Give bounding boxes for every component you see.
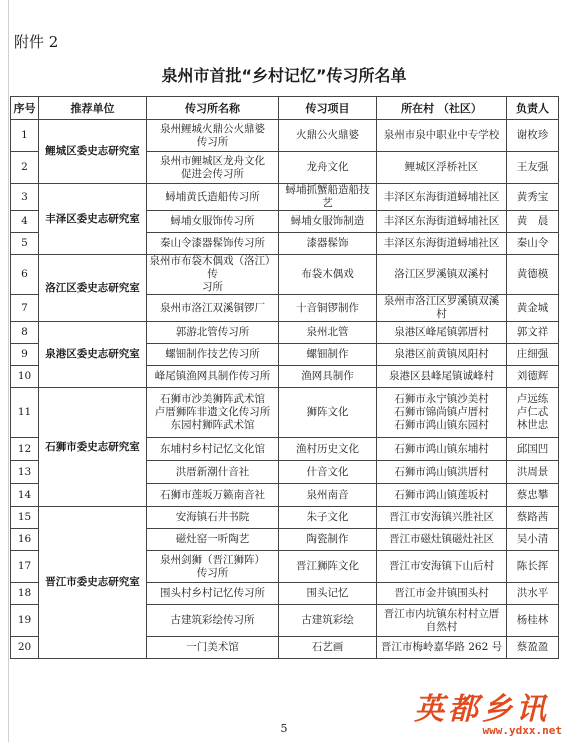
- cell-village: 泉港区峰尾镇郭厝村: [377, 322, 507, 344]
- header-head: 负责人: [507, 97, 559, 120]
- cell-village: 石狮市鸿山镇莲坂村: [377, 484, 507, 507]
- cell-no: 14: [11, 484, 39, 507]
- cell-name: 洪厝新潮什音社: [147, 461, 279, 484]
- cell-project: 漆器髹饰: [279, 233, 377, 255]
- cell-head: 卢远练 卢仁忒 林世忠: [507, 388, 559, 438]
- cell-name: 泉州市布袋木偶戏（洛江）传 习所: [147, 255, 279, 295]
- cell-unit: 泉港区委史志研究室: [39, 322, 147, 388]
- attachment-label: 附件 2: [14, 33, 59, 51]
- cell-head: 洪水平: [507, 583, 559, 605]
- watermark-url: www.ydxx.net: [482, 724, 562, 737]
- cell-name: 峰尾镇渔网具制作传习所: [147, 366, 279, 388]
- cell-name: 蟳埔黄氏造船传习所: [147, 184, 279, 211]
- cell-name: 石狮市莲坂万籁南音社: [147, 484, 279, 507]
- cell-village: 晋江市内坑镇东村村立厝 自然村: [377, 605, 507, 637]
- cell-project: 泉州南音: [279, 484, 377, 507]
- cell-head: 刘德辉: [507, 366, 559, 388]
- page-number: 5: [280, 722, 288, 735]
- cell-village: 晋江市磁灶镇磁灶社区: [377, 529, 507, 551]
- cell-head: 吴小清: [507, 529, 559, 551]
- table-row: [11, 322, 559, 344]
- cell-head: 谢枚珍: [507, 120, 559, 152]
- cell-project: 十音铜锣制作: [279, 295, 377, 322]
- cell-no: 7: [11, 295, 39, 322]
- cell-project: 火鼎公火鼎婆: [279, 120, 377, 152]
- cell-project: 龙舟文化: [279, 152, 377, 184]
- cell-name: 泉州市鲤城区龙舟文化 促进会传习所: [147, 152, 279, 184]
- header-no: 序号: [11, 97, 39, 120]
- cell-no: 12: [11, 438, 39, 461]
- cell-name: 郭游北管传习所: [147, 322, 279, 344]
- cell-village: 晋江市金井镇围头村: [377, 583, 507, 605]
- cell-village: 鲤城区浮桥社区: [377, 152, 507, 184]
- cell-name: 泉州剑狮（晋江狮阵） 传习所: [147, 551, 279, 583]
- cell-project: 围头记忆: [279, 583, 377, 605]
- cell-village: 晋江市安海镇下山后村: [377, 551, 507, 583]
- cell-project: 螺钿制作: [279, 344, 377, 366]
- cell-no: 2: [11, 152, 39, 184]
- cell-head: 蔡路茜: [507, 507, 559, 529]
- cell-head: 庄细强: [507, 344, 559, 366]
- cell-project: 渔村历史文化: [279, 438, 377, 461]
- cell-head: 陈长挥: [507, 551, 559, 583]
- cell-head: 黄德模: [507, 255, 559, 295]
- cell-no: 13: [11, 461, 39, 484]
- document-title: 泉州市首批“乡村记忆”传习所名单: [161, 66, 407, 85]
- cell-village: 泉州市洛江区罗溪镇双溪村: [377, 295, 507, 322]
- cell-no: 4: [11, 211, 39, 233]
- cell-unit: 鲤城区委史志研究室: [39, 120, 147, 184]
- cell-village: 丰泽区东海街道蟳埔社区: [377, 233, 507, 255]
- header-village: 所在村 （社区）: [377, 97, 507, 120]
- cell-no: 16: [11, 529, 39, 551]
- cell-project: 晋江狮阵文化: [279, 551, 377, 583]
- cell-village: 石狮市鸿山镇东埔村: [377, 438, 507, 461]
- table-row: [11, 120, 559, 152]
- cell-village: 石狮市永宁镇沙美村 石狮市锦尚镇卢厝村 石狮市鸿山镇东园村: [377, 388, 507, 438]
- cell-head: 蔡忠攀: [507, 484, 559, 507]
- cell-village: 泉港区县峰尾镇诚峰村: [377, 366, 507, 388]
- header-project: 传习项目: [279, 97, 377, 120]
- cell-name: 安海镇石井书院: [147, 507, 279, 529]
- cell-project: 蟳埔女服饰制造: [279, 211, 377, 233]
- cell-village: 晋江市安海镇兴胜社区: [377, 507, 507, 529]
- cell-name: 蟳埔女服饰传习所: [147, 211, 279, 233]
- cell-no: 17: [11, 551, 39, 583]
- cell-name: 石狮市沙美狮阵武术馆 卢厝狮阵非遗文化传习所 东园村狮阵武术馆: [147, 388, 279, 438]
- table-body: [11, 120, 559, 659]
- cell-village: 泉港区前黄镇凤阳村: [377, 344, 507, 366]
- cell-project: 古建筑彩绘: [279, 605, 377, 637]
- cell-no: 15: [11, 507, 39, 529]
- table-row: [11, 184, 559, 211]
- cell-no: 11: [11, 388, 39, 438]
- watermark-logo: 英都乡讯: [414, 692, 550, 727]
- cell-head: 黄秀宝: [507, 184, 559, 211]
- cell-unit: 丰泽区委史志研究室: [39, 184, 147, 255]
- cell-no: 10: [11, 366, 39, 388]
- cell-village: 洛江区罗溪镇双溪村: [377, 255, 507, 295]
- cell-head: 黄金城: [507, 295, 559, 322]
- cell-village: 丰泽区东海街道蟳埔社区: [377, 184, 507, 211]
- table-row: [11, 507, 559, 529]
- cell-head: 洪周景: [507, 461, 559, 484]
- cell-no: 6: [11, 255, 39, 295]
- cell-name: 围头村乡村记忆传习所: [147, 583, 279, 605]
- cell-village: 丰泽区东海街道蟳埔社区: [377, 211, 507, 233]
- cell-name: 泉州市洛江双溪铜锣厂: [147, 295, 279, 322]
- cell-project: 石艺画: [279, 637, 377, 659]
- table-header-row: [11, 97, 559, 120]
- cell-no: 19: [11, 605, 39, 637]
- cell-no: 8: [11, 322, 39, 344]
- cell-name: 螺钿制作技艺传习所: [147, 344, 279, 366]
- cell-head: 郭文祥: [507, 322, 559, 344]
- cell-head: 黄 晨: [507, 211, 559, 233]
- cell-head: 秦山令: [507, 233, 559, 255]
- cell-no: 18: [11, 583, 39, 605]
- table-row: [11, 255, 559, 295]
- cell-project: 蟳埔抓蟹船造船技艺: [279, 184, 377, 211]
- cell-village: 泉州市泉中职业中专学校: [377, 120, 507, 152]
- cell-no: 20: [11, 637, 39, 659]
- cell-project: 泉州北管: [279, 322, 377, 344]
- cell-head: 蔡盈盈: [507, 637, 559, 659]
- cell-village: 晋江市梅岭嘉华路 262 号: [377, 637, 507, 659]
- cell-project: 陶瓷制作: [279, 529, 377, 551]
- cell-name: 磁灶窑一听陶艺: [147, 529, 279, 551]
- cell-name: 古建筑彩绘传习所: [147, 605, 279, 637]
- cell-name: 一门美术馆: [147, 637, 279, 659]
- cell-head: 杨桂林: [507, 605, 559, 637]
- cell-unit: 洛江区委史志研究室: [39, 255, 147, 322]
- header-unit: 推荐单位: [39, 97, 147, 120]
- cell-name: 泉州鲤城火鼎公火鼎婆 传习所: [147, 120, 279, 152]
- cell-project: 布袋木偶戏: [279, 255, 377, 295]
- cell-village: 石狮市鸿山镇洪厝村: [377, 461, 507, 484]
- cell-head: 王友强: [507, 152, 559, 184]
- cell-project: 什音文化: [279, 461, 377, 484]
- cell-name: 秦山令漆器髹饰传习所: [147, 233, 279, 255]
- scan-edge-line: [8, 0, 9, 742]
- table-row: [11, 388, 559, 438]
- cell-no: 1: [11, 120, 39, 152]
- cell-name: 东埔村乡村记忆文化馆: [147, 438, 279, 461]
- header-name: 传习所名称: [147, 97, 279, 120]
- cell-no: 3: [11, 184, 39, 211]
- cell-project: 朱子文化: [279, 507, 377, 529]
- cell-no: 5: [11, 233, 39, 255]
- roster-table: [10, 96, 559, 659]
- cell-no: 9: [11, 344, 39, 366]
- cell-head: 邱国凹: [507, 438, 559, 461]
- cell-project: 狮阵文化: [279, 388, 377, 438]
- cell-project: 渔网具制作: [279, 366, 377, 388]
- cell-unit: 晋江市委史志研究室: [39, 507, 147, 659]
- cell-unit: 石狮市委史志研究室: [39, 388, 147, 507]
